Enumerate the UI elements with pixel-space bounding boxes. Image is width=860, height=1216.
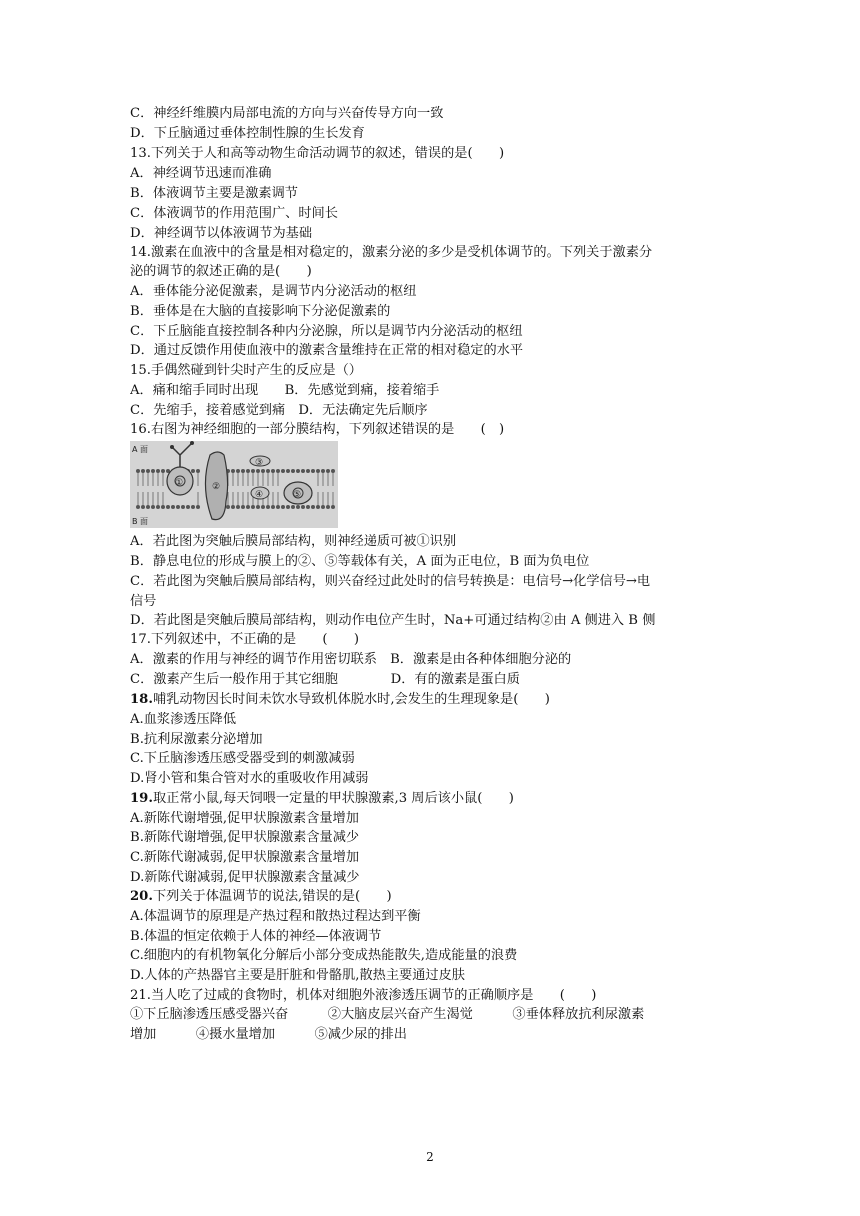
question-16: 16.右图为神经细胞的一部分膜结构，下列叙述错误的是 ( ) xyxy=(130,422,505,437)
option-line: B．垂体是在大脑的直接影响下分泌促激素的 xyxy=(130,304,391,319)
option-line: A.体温调节的原理是产热过程和散热过程达到平衡 xyxy=(130,909,421,924)
option-line: B．体液调节主要是激素调节 xyxy=(130,186,298,201)
marker-2: ② xyxy=(212,482,221,492)
option-line: C．体液调节的作用范围广、时间长 xyxy=(130,206,338,221)
option-line: D.肾小管和集合管对水的重吸收作用减弱 xyxy=(130,771,369,786)
marker-4: ④ xyxy=(255,490,264,500)
option-line: A．垂体能分泌促激素，是调节内分泌活动的枢纽 xyxy=(130,284,417,299)
option-line: D.新陈代谢减弱,促甲状腺激素含量减少 xyxy=(130,870,360,885)
option-line: A.血浆渗透压降低 xyxy=(130,712,237,727)
question-17: 17.下列叙述中，不正确的是 ( ) xyxy=(130,632,360,647)
page-number: 2 xyxy=(426,1150,434,1164)
option-line: C.新陈代谢减弱,促甲状腺激素含量增加 xyxy=(130,850,360,865)
text-line: D．下丘脑通过垂体控制性腺的生长发育 xyxy=(130,126,365,141)
option-line: D.人体的产热器官主要是肝脏和骨骼肌,散热主要通过皮肤 xyxy=(130,968,465,983)
option-line: D．通过反馈作用使血液中的激素含量维持在正常的相对稳定的水平 xyxy=(130,343,524,358)
option-line: C．下丘脑能直接控制各种内分泌腺，所以是调节内分泌活动的枢纽 xyxy=(130,324,523,339)
membrane-diagram xyxy=(130,441,338,528)
question-20: 20.下列关于体温调节的说法,错误的是( ) xyxy=(130,889,392,904)
text-line: 泌的调节的叙述正确的是( ) xyxy=(130,264,312,279)
option-line: B.抗利尿激素分泌增加 xyxy=(130,732,263,747)
question-19: 19.取正常小鼠,每天饲喂一定量的甲状腺激素,3 周后该小鼠( ) xyxy=(130,791,514,806)
option-line: D．神经调节以体液调节为基础 xyxy=(130,226,313,241)
question-13: 13.下列关于人和高等动物生命活动调节的叙述，错误的是( ) xyxy=(130,146,505,161)
text-line: C．神经纤维膜内局部电流的方向与兴奋传导方向一致 xyxy=(130,106,444,121)
option-line: C．先缩手，接着感觉到痛 D．无法确定先后顺序 xyxy=(130,403,428,418)
option-line: B.新陈代谢增强,促甲状腺激素含量减少 xyxy=(130,830,360,845)
option-line: A．激素的作用与神经的调节作用密切联系 B．激素是由各种体细胞分泌的 xyxy=(130,652,572,667)
membrane-structure-figure xyxy=(130,441,338,528)
text-line: 增加 ④摄水量增加 ⑤减少尿的排出 xyxy=(130,1027,407,1042)
question-18: 18.哺乳动物因长时间未饮水导致机体脱水时,会发生的生理现象是( ) xyxy=(130,692,550,707)
option-line: A.新陈代谢增强,促甲状腺激素含量增加 xyxy=(130,811,359,826)
label-a-side: A 面 xyxy=(132,445,149,454)
question-21: 21.当人吃了过咸的食物时，机体对细胞外液渗透压调节的正确顺序是 ( ) xyxy=(130,988,597,1003)
option-line: C．若此图为突触后膜局部结构，则兴奋经过此处时的信号转换是：电信号→化学信号→电 xyxy=(130,574,651,589)
label-b-side: B 面 xyxy=(132,517,149,526)
question-15: 15.手偶然碰到针尖时产生的反应是（） xyxy=(130,363,362,378)
option-line: C.下丘脑渗透压感受器受到的刺激减弱 xyxy=(130,751,355,766)
marker-3: ③ xyxy=(255,458,264,468)
text-line: ①下丘脑渗透压感受器兴奋 ②大脑皮层兴奋产生渴觉 ③垂体释放抗利尿激素 xyxy=(130,1007,645,1022)
marker-1: ① xyxy=(175,478,184,488)
text-line: 信号 xyxy=(130,594,157,609)
marker-5: ⑤ xyxy=(293,490,302,500)
option-line: A．痛和缩手同时出现 B．先感觉到痛，接着缩手 xyxy=(130,383,440,398)
option-line: C．激素产生后一般作用于其它细胞 D．有的激素是蛋白质 xyxy=(130,672,520,687)
option-line: C.细胞内的有机物氧化分解后小部分变成热能散失,造成能量的浪费 xyxy=(130,948,518,963)
question-14: 14.激素在血液中的含量是相对稳定的，激素分泌的多少是受机体调节的。下列关于激素分 xyxy=(130,245,653,260)
option-line: B．静息电位的形成与膜上的②、⑤等载体有关，A 面为正电位，B 面为负电位 xyxy=(130,554,590,569)
option-line: A．若此图为突触后膜局部结构，则神经递质可被①识别 xyxy=(130,534,457,549)
option-line: B.体温的恒定依赖于人体的神经—体液调节 xyxy=(130,929,382,944)
option-line: D．若此图是突触后膜局部结构，则动作电位产生时，Na+可通过结构②由 A 侧进入 B 侧 xyxy=(130,613,656,628)
option-line: A．神经调节迅速而准确 xyxy=(130,166,272,181)
